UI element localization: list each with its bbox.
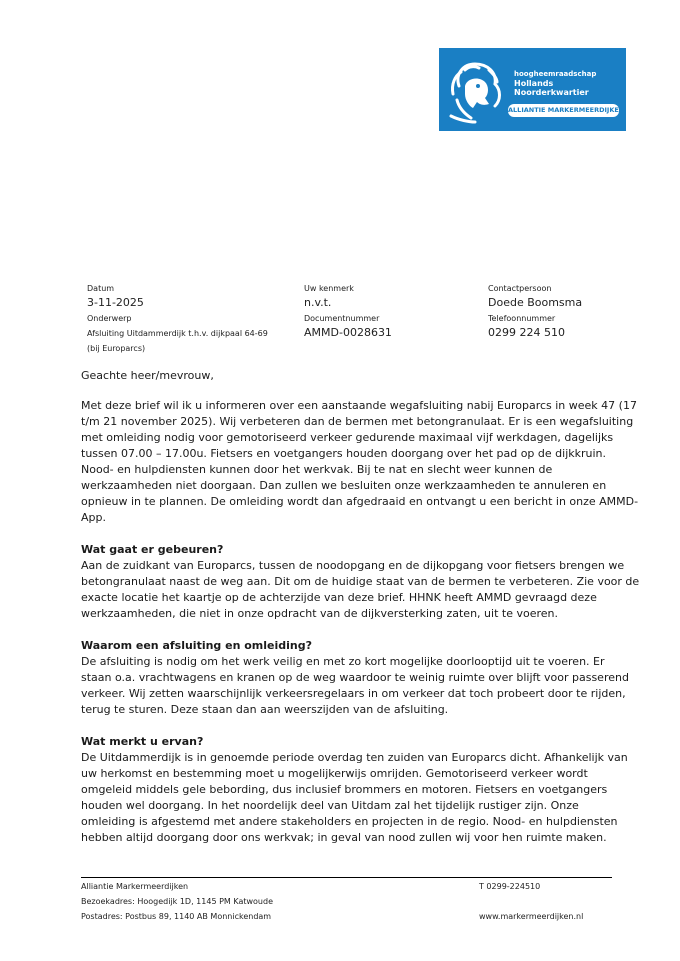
alliantie-logo (439, 48, 626, 131)
contact-label: Contactpersoon (488, 284, 552, 293)
intro-line: opnieuw in te plannen. De omleiding wordt dan afgedraaid en ontvangt u een bericht in onze AMMD- (81, 495, 639, 508)
section-heading-waarom-afsluiting: Waarom een afsluiting en omleiding? (81, 639, 313, 652)
footer-phone: T 0299-224510 (479, 882, 541, 891)
footer-org: Alliantie Markermeerdijken (81, 882, 189, 891)
datum-label: Datum (87, 284, 115, 293)
footer-website-link[interactable]: www.markermeerdijken.nl (479, 912, 584, 921)
logo-org-line1: hoogheemraadschap (514, 70, 597, 78)
intro-line: tussen 07.00 – 17.00u. Fietsers en voetgangers houden doorgang over het pad op de dijkkruin. (81, 447, 607, 460)
logo-org-line3: Noorderkwartier (514, 87, 589, 97)
section-line: houden wel doorgang. In het noordelijk deel van Uitdam zal het tijdelijk rustiger zijn. Onze (81, 799, 579, 812)
section-heading-wat-merkt-u-ervan: Wat merkt u ervan? (81, 735, 204, 748)
kenmerk-value: n.v.t. (304, 296, 332, 309)
footer-divider (81, 877, 612, 878)
section-line: terug te sturen. Deze staan dan aan weerszijden van de afsluiting. (81, 703, 449, 716)
telefoon-value: 0299 224 510 (488, 326, 565, 339)
section-paragraph (81, 654, 629, 718)
telefoon-label: Telefoonnummer (488, 314, 556, 323)
section-line: uw herkomst en bestemming moet u mogelijkerwijs omrijden. Gemotoriseerd verkeer wordt (81, 767, 588, 780)
section-line: De Uitdammerdijk is in genoemde periode overdag ten zuiden van Europarcs dicht. Afhankelijk van (81, 751, 628, 764)
intro-line: werkzaamheden niet doorgaan. Dan zullen we besluiten onze werkzaamheden te annuleren en (81, 479, 607, 492)
salutation: Geachte heer/mevrouw, (81, 369, 214, 382)
section-line: staan o.a. vrachtwagens en kranen op de weg waardoor te weinig ruimte over blijft voor passerend (81, 671, 629, 684)
datum-value: 3-11-2025 (87, 296, 144, 309)
section-line: exacte locatie het kaartje op de achterzijde van deze brief. HHNK heeft AMMD gevraagd deze (81, 591, 597, 604)
document-label: Documentnummer (304, 314, 380, 323)
document-value: AMMD-0028631 (304, 326, 392, 339)
intro-paragraph (81, 398, 639, 526)
footer-visit-address: Bezoekadres: Hoogedijk 1D, 1145 PM Katwoude (81, 897, 274, 906)
logo-org-name (514, 70, 596, 97)
section-paragraph (81, 750, 628, 846)
footer-post-address: Postadres: Postbus 89, 1140 AB Monnickendam (81, 912, 272, 921)
intro-line: Nood- en hulpdiensten kunnen door het werkvak. Bij te nat en slecht weer kunnen de (81, 463, 553, 476)
intro-line: Met deze brief wil ik u informeren over een aanstaande wegafsluiting nabij Europarcs in week 47 (17 (81, 399, 637, 412)
intro-line: App. (81, 511, 106, 524)
section-line: hebben altijd doorgang door ons werkvak; in geval van nood zullen wij voor hen ruimte maken. (81, 831, 607, 844)
onderwerp-line2: (bij Europarcs) (87, 344, 146, 353)
section-line: Aan de zuidkant van Europarcs, tussen de noodopgang en de dijkopgang voor fietsers brengen we (81, 559, 625, 572)
onderwerp-label: Onderwerp (87, 314, 132, 323)
section-line: omgeleid middels gele bebording, dus inclusief brommers en motoren. Fietsers en voetgangers (81, 783, 608, 796)
section-heading-wat-gaat-er-gebeuren: Wat gaat er gebeuren? (81, 543, 224, 556)
logo-tagline: ALLIANTIE MARKERMEERDIJKEN (508, 104, 619, 117)
onderwerp-line1: Afsluiting Uitdammerdijk t.h.v. dijkpaal 64-69 (87, 329, 268, 338)
section-paragraph (81, 558, 640, 622)
kenmerk-label: Uw kenmerk (304, 284, 354, 293)
section-line: verkeer. Wij zetten waarschijnlijk verkeersregelaars in om verkeer dat toch probeert door te rijden, (81, 687, 626, 700)
intro-line: met omleiding nodig voor gemotoriseerd verkeer gedurende maximaal vijf werkdagen, dagelijks (81, 431, 614, 444)
letter-body (81, 398, 640, 846)
section-line: betongranulaat naast de weg aan. Dit om de huidige staat van de bermen te verbeteren. Zie voor de (81, 575, 640, 588)
section-line: De afsluiting is nodig om het werk veilig en met zo kort mogelijke doorlooptijd uit te voeren. Er (81, 655, 605, 668)
lion-emblem-icon (445, 56, 509, 126)
logo-org-line2: Hollands (514, 78, 554, 88)
section-line: werkzaamheden, die niet in onze opdracht van de dijkversterking zaten, uit te voeren. (81, 607, 558, 620)
intro-line: t/m 21 november 2025). Wij verbeteren dan de bermen met betongranulaat. Er is een wegafsluiting (81, 415, 634, 428)
section-line: omleiding is afgestemd met andere stakeholders en projecten in de regio. Nood- en hulpdiensten (81, 815, 618, 828)
contact-value: Doede Boomsma (488, 296, 583, 309)
